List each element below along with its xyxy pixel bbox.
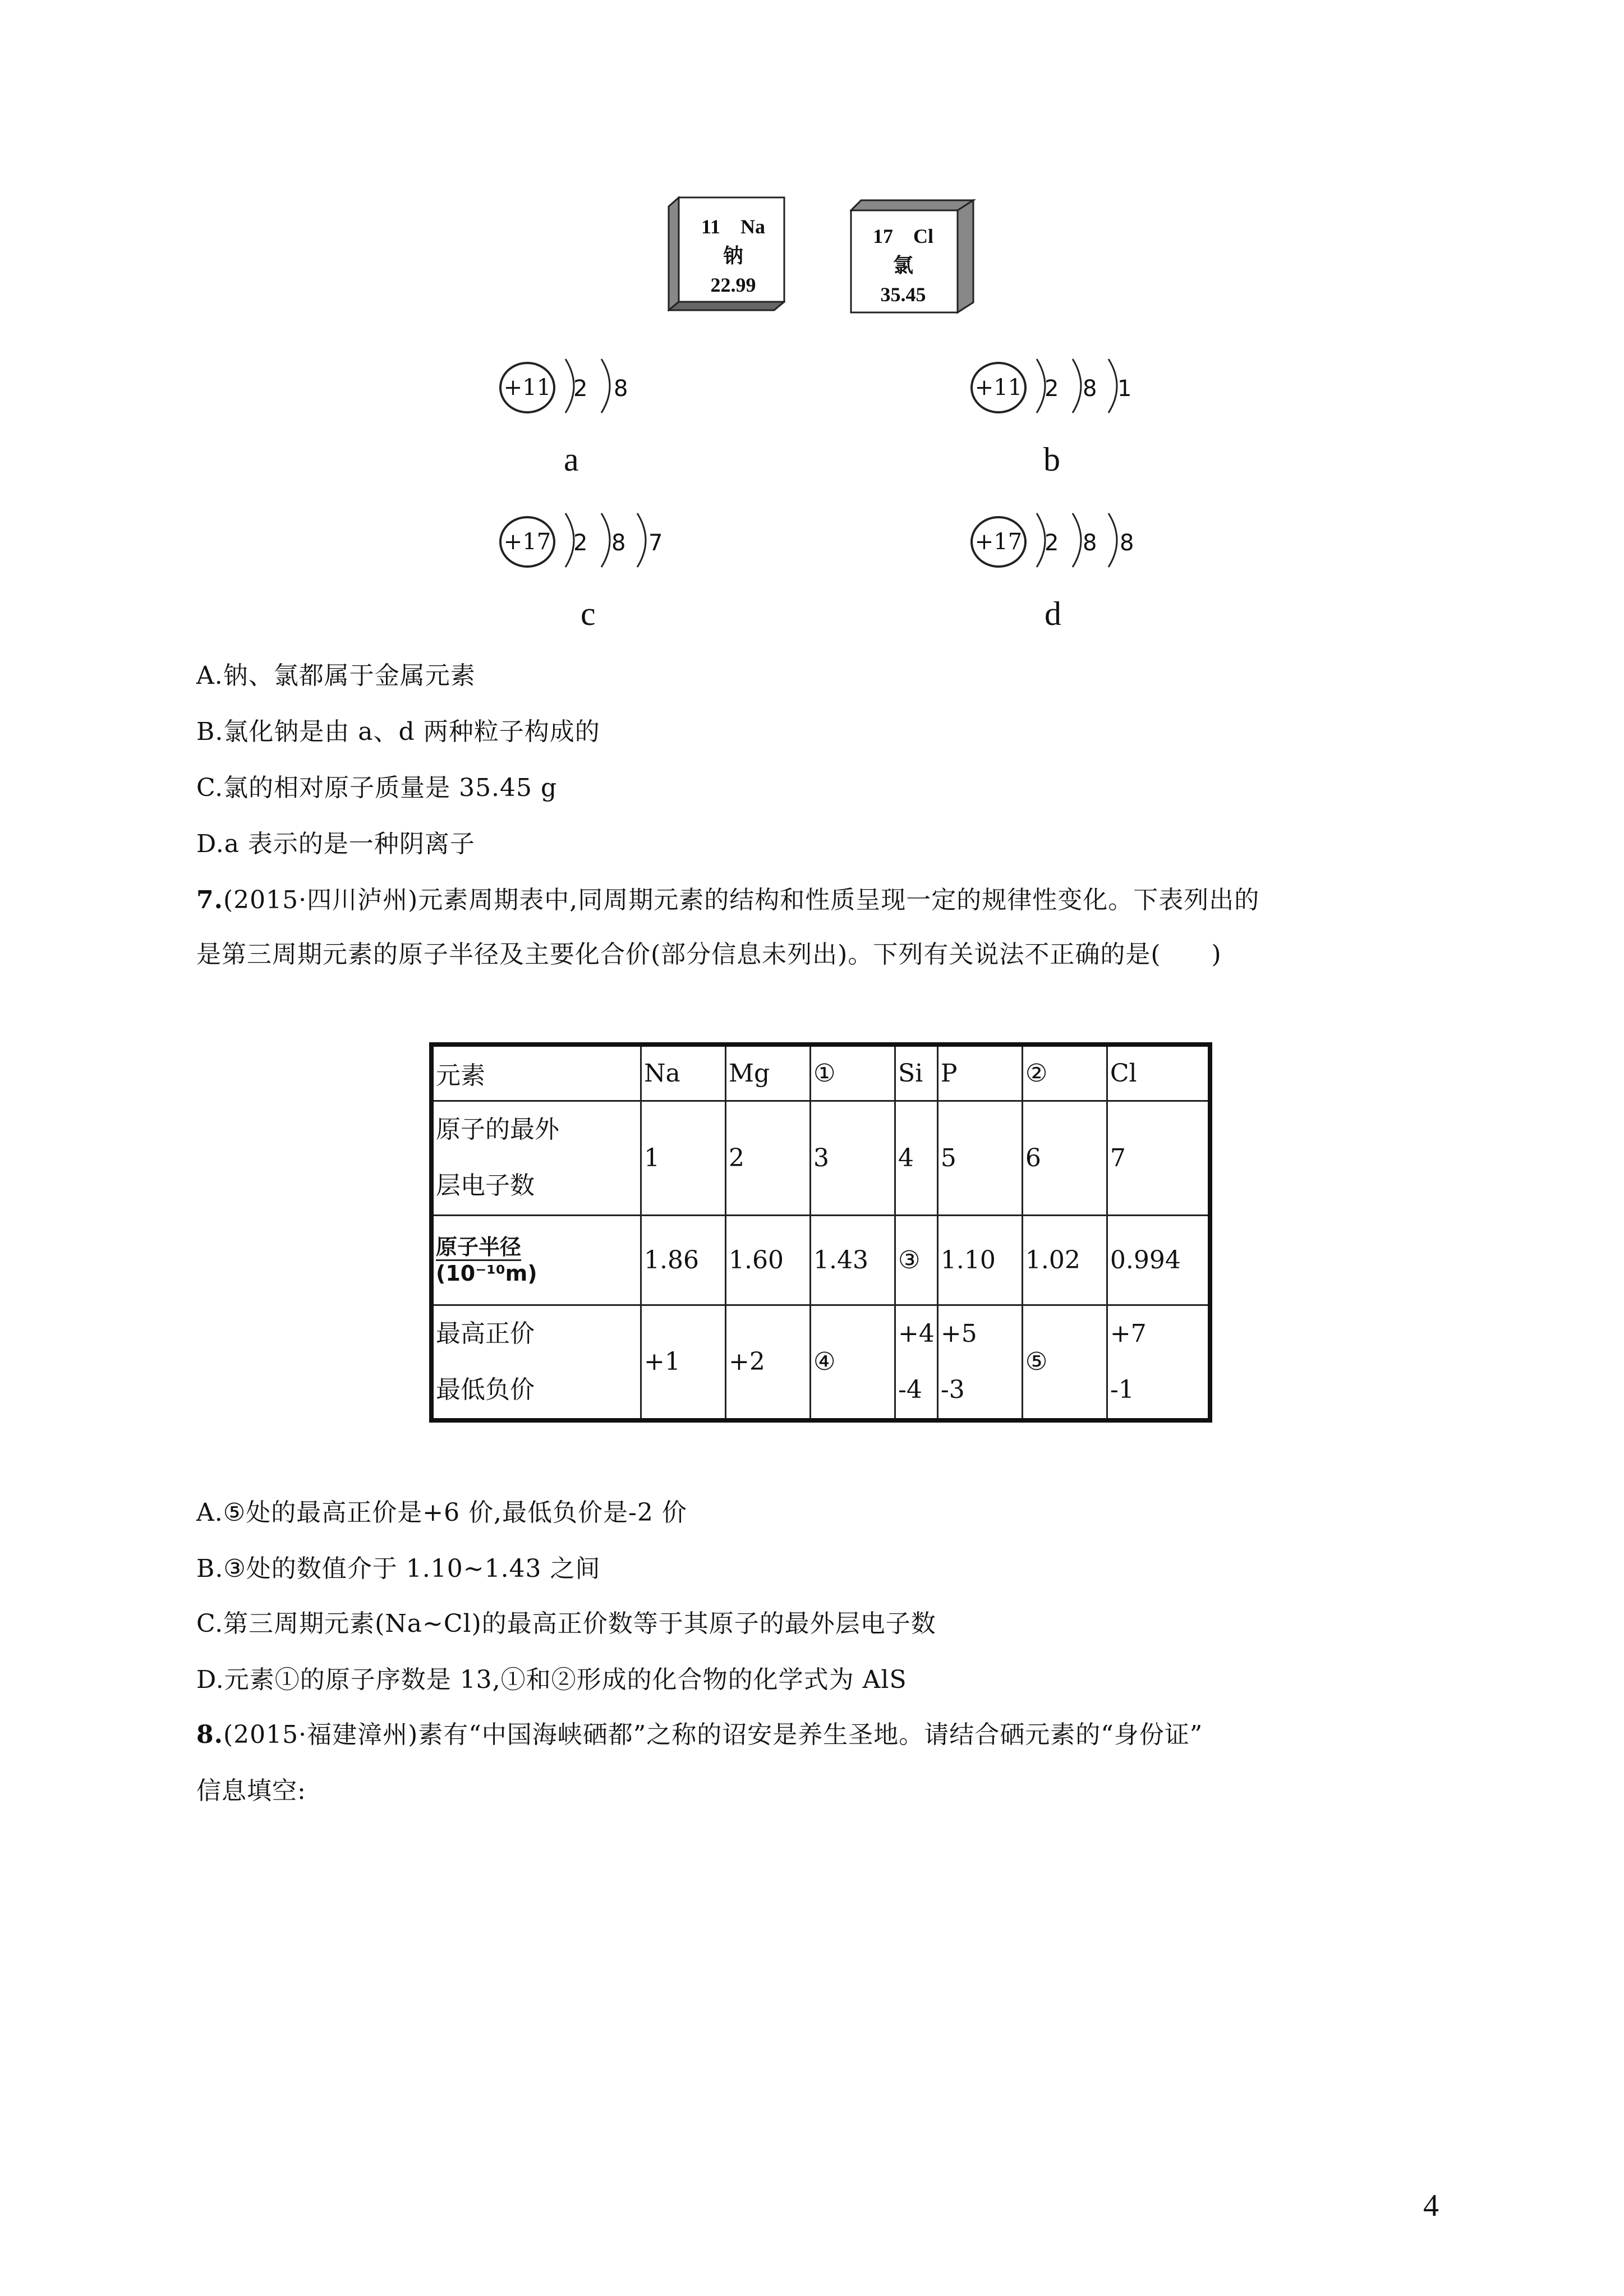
table-cell: +1 (641, 1305, 726, 1420)
atom-diagram-a (499, 353, 668, 415)
row-label: 最低负价 (436, 1375, 535, 1404)
table-row (431, 1305, 1210, 1420)
table-cell: 1 (641, 1101, 726, 1215)
table-header-cell (431, 1215, 641, 1305)
q7-option-a: A.⑤处的最高正价是+6 价,最低负价是-2 价 (196, 1498, 687, 1527)
table-cell: ① (811, 1045, 895, 1101)
table-cell: ③ (895, 1215, 938, 1305)
tile-mass: 22.99 (710, 274, 756, 296)
tile-name: 氯 (892, 254, 913, 277)
q7-option-d: D.元素①的原子序数是 13,①和②形成的化合物的化学式为 AlS (196, 1665, 907, 1694)
tile-mass: 35.45 (880, 283, 926, 306)
q6-option-b: B.氯化钠是由 a、d 两种粒子构成的 (196, 717, 600, 746)
q8-text: (2015·福建漳州)素有“中国海峡硒都”之称的诏安是养生圣地。请结合硒元素的“身份证” (223, 1720, 1203, 1749)
tile-symbol: Cl (913, 225, 933, 247)
nucleus: +11 (499, 362, 555, 413)
table-cell: Na (641, 1045, 726, 1101)
q7-option-b: B.③处的数值介于 1.10~1.43 之间 (196, 1554, 601, 1583)
q8-number: 8. (196, 1720, 223, 1749)
shell-count: 2 (1045, 376, 1059, 402)
q7-stem-line2: 是第三周期元素的原子半径及主要化合价(部分信息未列出)。下列有关说法不正确的是( ) (196, 940, 1222, 969)
table-cell: Cl (1107, 1045, 1210, 1101)
table-cell: ② (1022, 1045, 1107, 1101)
table-cell: 5 (937, 1101, 1022, 1215)
shell-count: 2 (573, 376, 588, 402)
table-header-cell: 元素 (431, 1045, 641, 1101)
element-tile-cl (850, 199, 968, 314)
atom-label-b: b (1043, 441, 1060, 478)
shell-count: 2 (1045, 530, 1059, 556)
shell-count: 8 (1083, 530, 1097, 556)
table-cell: 1.86 (641, 1215, 726, 1305)
table-cell: 1.60 (726, 1215, 811, 1305)
tile-symbol: Na (740, 215, 765, 238)
atom-label-d: d (1045, 595, 1061, 632)
table-header-cell (431, 1305, 641, 1420)
nucleus: +11 (970, 362, 1027, 413)
table-cell: +5 -3 (937, 1305, 1022, 1420)
q6-option-d: D.a 表示的是一种阴离子 (196, 830, 475, 858)
atom-diagram-c (499, 508, 668, 569)
q8-stem-line2: 信息填空: (196, 1777, 306, 1805)
shell-count: 1 (1117, 376, 1132, 402)
nucleus: +17 (970, 516, 1027, 568)
atom-diagram-b (970, 353, 1139, 415)
table-cell: P (937, 1045, 1022, 1101)
table-cell: 0.994 (1107, 1215, 1210, 1305)
table-row (431, 1215, 1210, 1305)
periodic-data-table (429, 1042, 1212, 1423)
shell-count: 2 (573, 530, 588, 556)
atom-label-c: c (581, 595, 596, 632)
table-cell: ④ (811, 1305, 895, 1420)
table-row (431, 1045, 1210, 1101)
table-cell: 6 (1022, 1101, 1107, 1215)
row-label: 原子的最外 (436, 1115, 559, 1144)
table-cell: +4 -4 (895, 1305, 938, 1420)
table-cell: 1.02 (1022, 1215, 1107, 1305)
element-tile-na (668, 196, 785, 311)
table-cell: 1.10 (937, 1215, 1022, 1305)
table-row (431, 1101, 1210, 1215)
table-cell: Si (895, 1045, 938, 1101)
tile-atomic-number: 11 (701, 215, 720, 238)
table-cell: 4 (895, 1101, 938, 1215)
q7-option-c: C.第三周期元素(Na~Cl)的最高正价数等于其原子的最外层电子数 (196, 1609, 936, 1638)
shell-count: 8 (1120, 530, 1134, 556)
table-cell: +7 -1 (1107, 1305, 1210, 1420)
page-number: 4 (1423, 2188, 1439, 2223)
table-header-cell (431, 1101, 641, 1215)
q6-option-a: A.钠、氯都属于金属元素 (196, 661, 476, 690)
tile-name: 钠 (723, 245, 743, 267)
shell-count: 8 (611, 530, 626, 556)
atom-diagram-d (970, 508, 1139, 569)
row-label: 最高正价 (436, 1319, 535, 1348)
table-cell: ⑤ (1022, 1305, 1107, 1420)
row-label: (10⁻¹⁰m) (436, 1260, 537, 1286)
table-cell: 7 (1107, 1101, 1210, 1215)
table-cell: 2 (726, 1101, 811, 1215)
q6-option-c: C.氯的相对原子质量是 35.45 g (196, 774, 558, 802)
row-label: 层电子数 (436, 1171, 535, 1200)
nucleus: +17 (499, 516, 555, 568)
shell-count: 8 (614, 376, 628, 402)
q7-stem-line1 (196, 880, 1259, 915)
shell-count: 7 (648, 530, 663, 556)
table-cell: 1.43 (811, 1215, 895, 1305)
q7-text: (2015·四川泸州)元素周期表中,同周期元素的结构和性质呈现一定的规律性变化。下表列出的 (223, 886, 1260, 914)
row-label: 原子半径 (436, 1235, 521, 1261)
table-cell: 3 (811, 1101, 895, 1215)
shell-count: 8 (1083, 376, 1097, 402)
table-cell: Mg (726, 1045, 811, 1101)
q7-number: 7. (196, 886, 223, 914)
tile-atomic-number: 17 (873, 225, 893, 247)
q8-stem-line1 (196, 1714, 1203, 1750)
table-cell: +2 (726, 1305, 811, 1420)
atom-label-a: a (564, 441, 579, 478)
